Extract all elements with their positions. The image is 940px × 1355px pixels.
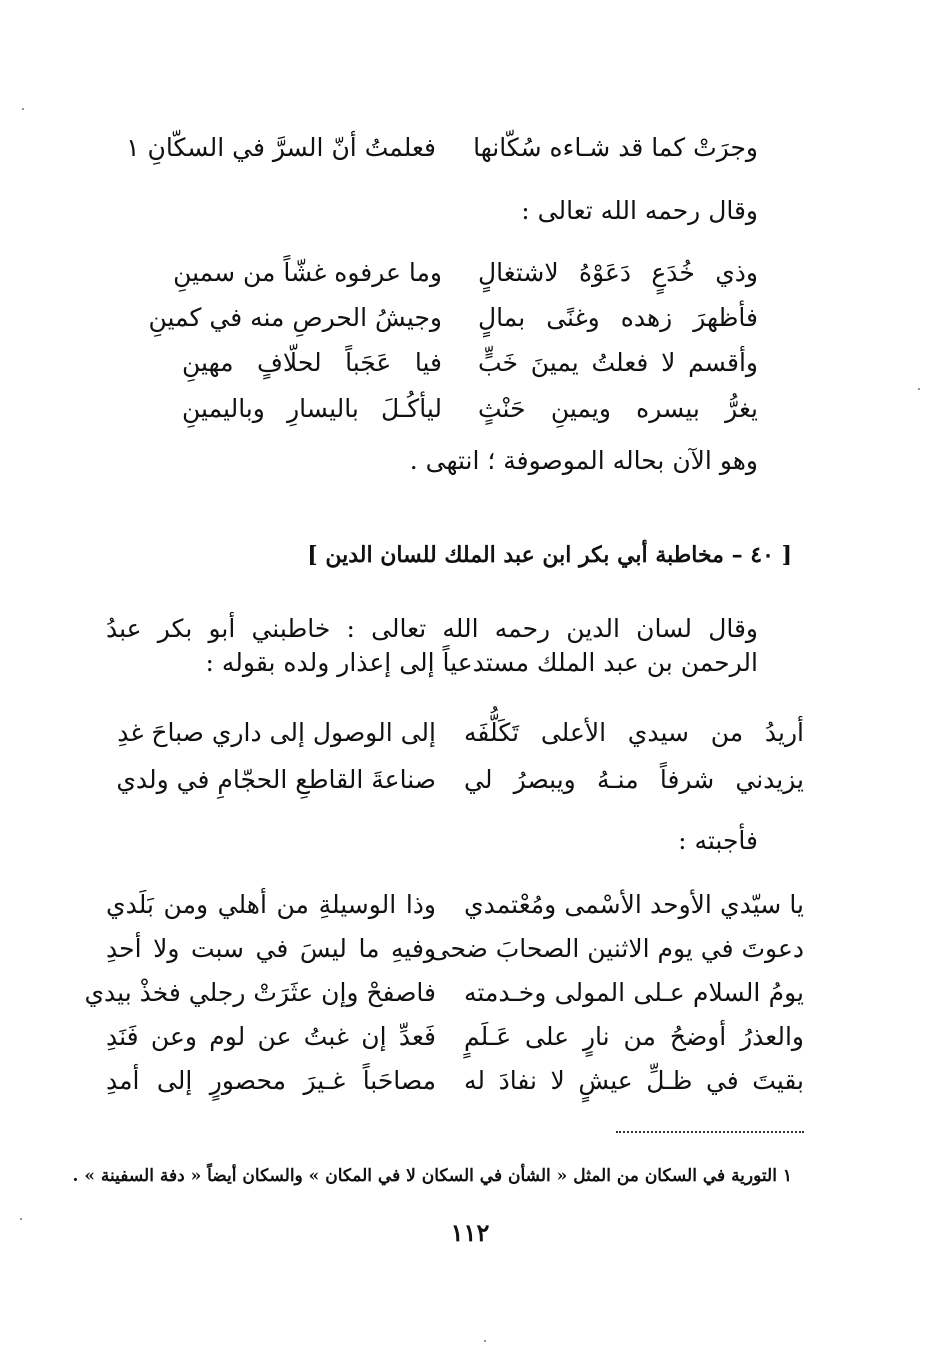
scan-speck [484, 1340, 486, 1342]
poem3-verse5-second: مصاحَباً غـيرَ محصورٍ إلى أمدِ [106, 1066, 436, 1095]
poem3-verse2-second: وفيهِ ما ليسَ في سبت ولا أحدِ [106, 934, 436, 963]
scan-speck [22, 108, 24, 110]
poem1-verse2-first: فأظهرَ زهده وغنًى بمالٍ [478, 303, 758, 332]
closing-line-1: وهو الآن بحاله الموصوفة ؛ انتهى . [409, 446, 758, 475]
poem3-verse3-second: فاصفحْ وإن عثَرَتْ رجلي فخذْ بيدي [84, 978, 436, 1007]
page-number: ١١٢ [450, 1218, 490, 1247]
top-verse-first-hemistich: وجرَتْ كما قد شـاءه سُكّانها [473, 133, 758, 162]
poem3-verse1-second: وذا الوسيلةِ من أهلي ومن بَلَدي [106, 890, 436, 919]
poem1-verse1-second: وما عرفوه غشّاً من سمينِ [173, 258, 442, 287]
poem1-verse1-first: وذي خُدَعٍ دَعَوْهُ لاشتغالٍ [478, 258, 758, 287]
section-heading: [ ٤٠ – مخاطبة أبي بكر ابن عبد الملك للسان الدين ] [307, 542, 792, 568]
poem3-verse4-second: فَعدِّ إن غبتُ عن لوم وعن فَنَدِ [106, 1022, 436, 1051]
scan-speck [918, 388, 920, 390]
footnote-separator [616, 1131, 804, 1133]
intro-line-3: فأجبته : [678, 826, 758, 855]
poem1-verse2-second: وجيشُ الحرصِ منه في كمينِ [148, 303, 442, 332]
footnote: ١ التورية في السكان من المثل « الشأن في السكان لا في المكان » والسكان أيضاً « دفة السفينة » . [72, 1166, 792, 1186]
poem3-verse4-first: والعذرُ أوضحُ من نارٍ على عَـلَمٍ [464, 1022, 804, 1051]
poem1-verse3-first: وأقسم لا فعلتُ يمينَ خَبٍّ [478, 348, 758, 377]
intro-paragraph-2: وقال لسان الدين رحمه الله تعالى : خاطبني أبو بكر عبدُ الرحمن بن عبد الملك مستدعياً إلى إعذار ولده بقوله : [106, 614, 758, 677]
poem2-verse2-second: صناعةَ القاطعِ الحجّامِ في ولدي [116, 765, 436, 794]
scan-speck [20, 1218, 22, 1220]
intro-line-1: وقال رحمه الله تعالى : [521, 196, 758, 225]
poem1-verse4-second: ليأكُـلَ باليسارِ وباليمينِ [182, 394, 442, 423]
poem3-verse1-first: يا سيّدي الأوحد الأسْمى ومُعْتمدي [464, 890, 804, 919]
poem2-verse1-first: أريدُ من سيدي الأعلى تَكَلُّفَه [464, 718, 804, 747]
poem1-verse3-second: فيا عَجَباً لحلّافٍ مهينِ [182, 348, 442, 377]
poem1-verse4-first: يغرُّ بيسره ويمينِ حَنْثٍ [478, 394, 758, 423]
poem2-verse1-second: إلى الوصول إلى داري صباحَ غدِ [117, 718, 436, 747]
poem2-verse2-first: يزيدني شرفاً منـهُ ويبصرُ لي [464, 765, 804, 794]
poem3-verse2-first: دعوتَ في يوم الاثنين الصحابَ ضحى [429, 934, 804, 963]
poem3-verse5-first: بقيتَ في ظـلِّ عيشٍ لا نفادَ له [464, 1066, 804, 1095]
top-verse-second-hemistich: فعلمتُ أنّ السرَّ في السكّانِ ١ [126, 133, 436, 162]
poem3-verse3-first: يومُ السلام عـلى المولى وخـدمته [464, 978, 804, 1007]
